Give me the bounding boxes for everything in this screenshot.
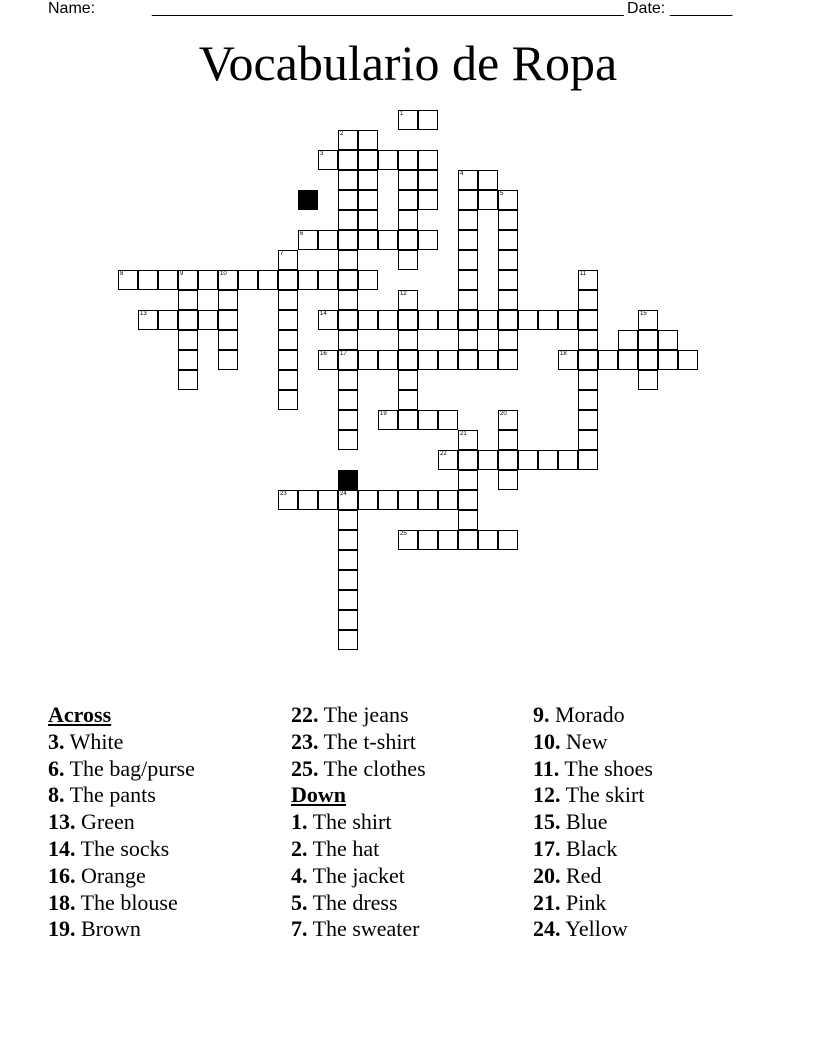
grid-cell[interactable] [478,350,498,370]
name-line: _____________________________________________________ [152,0,624,17]
clue-number: 4 [460,171,464,177]
grid-cell[interactable] [338,250,358,270]
clue-down-11: 11. The shoes [533,755,653,781]
grid-cell[interactable] [338,270,358,290]
grid-cell[interactable] [418,490,438,510]
grid-cell[interactable] [398,530,418,550]
grid-cell[interactable] [278,290,298,310]
grid-cell[interactable] [398,410,418,430]
clue-down-10: 10. New [533,728,608,754]
grid-cell[interactable] [398,330,418,350]
grid-cell[interactable] [338,290,358,310]
grid-cell[interactable] [318,490,338,510]
grid-cell[interactable] [238,270,258,290]
clue-across-19: 19. Brown [48,916,141,942]
grid-cell[interactable] [338,570,358,590]
grid-cell[interactable] [358,130,378,150]
grid-cell[interactable] [338,170,358,190]
grid-cell[interactable] [518,310,538,330]
page-title: Vocabulario de Ropa [198,35,618,91]
grid-cell[interactable] [158,310,178,330]
grid-cell[interactable] [138,270,158,290]
clue-number: 19 [380,411,387,417]
clue-number: 3 [320,151,324,157]
clue-across-8: 8. The pants [48,782,156,808]
clue-down-24: 24. Yellow [533,916,628,942]
clue-across-18: 18. The blouse [48,889,178,915]
grid-cell[interactable] [418,110,438,130]
grid-cell[interactable] [338,150,358,170]
grid-cell[interactable] [418,230,438,250]
clue-across-13: 13. Green [48,809,135,835]
grid-cell[interactable] [578,370,598,390]
grid-cell[interactable] [338,530,358,550]
grid-cell[interactable] [358,230,378,250]
grid-cell[interactable] [398,250,418,270]
clue-number: 21 [460,431,467,437]
grid-cell[interactable] [258,270,278,290]
grid-cell[interactable] [458,350,478,370]
grid-cell[interactable] [638,310,658,330]
grid-cell[interactable] [178,330,198,350]
grid-cell[interactable] [338,390,358,410]
grid-cell[interactable] [478,170,498,190]
clues-column-3 [533,702,773,943]
grid-cell[interactable] [438,310,458,330]
grid-cell[interactable] [478,450,498,470]
clue-number: 10 [220,271,227,277]
grid-cell[interactable] [418,350,438,370]
clue-number: 8 [120,271,124,277]
grid-cell[interactable] [638,350,658,370]
grid-cell[interactable] [458,510,478,530]
grid-cell[interactable] [118,270,138,290]
grid-cell[interactable] [458,250,478,270]
grid-cell[interactable] [278,270,298,290]
grid-cell[interactable] [498,290,518,310]
grid-cell[interactable] [358,170,378,190]
grid-cell[interactable] [178,370,198,390]
grid-cell[interactable] [418,530,438,550]
grid-cell[interactable] [278,250,298,270]
grid-cell[interactable] [498,270,518,290]
clue-down-2: 2. The hat [291,835,380,861]
grid-cell[interactable] [478,530,498,550]
clue-across-16: 16. Orange [48,862,146,888]
grid-cell[interactable] [678,350,698,370]
name-label: Name: [48,0,96,17]
grid-cell[interactable] [418,310,438,330]
clue-down-4: 4. The jacket [291,862,405,888]
grid-cell[interactable] [498,530,518,550]
grid-cell[interactable] [438,530,458,550]
grid-cell[interactable] [358,210,378,230]
grid-cell[interactable] [338,210,358,230]
grid-cell[interactable] [218,310,238,330]
clues-section [48,702,768,962]
clue-across-23: 23. The t-shirt [291,728,416,754]
grid-cell[interactable] [358,350,378,370]
grid-cell[interactable] [398,350,418,370]
black-cell [298,190,318,210]
grid-cell[interactable] [538,450,558,470]
grid-cell[interactable] [458,270,478,290]
grid-cell[interactable] [158,270,178,290]
grid-cell[interactable] [478,190,498,210]
grid-cell[interactable] [398,110,418,130]
grid-cell[interactable] [378,490,398,510]
grid-cell[interactable] [278,330,298,350]
grid-cell[interactable] [338,230,358,250]
grid-cell[interactable] [518,450,538,470]
clue-across-3: 3. White [48,728,124,754]
grid-cell[interactable] [578,450,598,470]
clues-column-2 [291,702,531,943]
grid-cell[interactable] [558,450,578,470]
grid-cell[interactable] [198,310,218,330]
grid-cell[interactable] [578,390,598,410]
grid-cell[interactable] [318,230,338,250]
grid-cell[interactable] [658,330,678,350]
grid-cell[interactable] [318,310,338,330]
grid-cell[interactable] [578,310,598,330]
grid-cell[interactable] [558,310,578,330]
grid-cell[interactable] [458,290,478,310]
grid-cell[interactable] [338,550,358,570]
clue-number: 1 [400,111,404,117]
clue-across-14: 14. The socks [48,835,170,861]
grid-cell[interactable] [338,330,358,350]
grid-cell[interactable] [278,370,298,390]
grid-cell[interactable] [498,230,518,250]
grid-cell[interactable] [498,450,518,470]
clue-down-9: 9. Morado [533,702,625,727]
grid-cell[interactable] [578,270,598,290]
grid-cell[interactable] [278,390,298,410]
grid-cell[interactable] [498,310,518,330]
grid-cell[interactable] [658,350,678,370]
grid-cell[interactable] [398,170,418,190]
grid-cell[interactable] [218,290,238,310]
clue-number: 24 [340,491,347,497]
grid-cell[interactable] [278,490,298,510]
grid-cell[interactable] [618,350,638,370]
grid-cell[interactable] [218,270,238,290]
grid-cell[interactable] [458,170,478,190]
grid-cell[interactable] [398,230,418,250]
grid-cell[interactable] [198,270,218,290]
grid-cell[interactable] [218,350,238,370]
clue-number: 6 [300,231,304,237]
grid-cell[interactable] [338,430,358,450]
clue-number: 20 [500,411,507,417]
grid-cell[interactable] [458,210,478,230]
grid-cell[interactable] [278,310,298,330]
grid-cell[interactable] [398,310,418,330]
grid-cell[interactable] [398,370,418,390]
grid-cell[interactable] [338,130,358,150]
date-line: _______ [670,0,733,17]
grid-cell[interactable] [358,190,378,210]
grid-cell[interactable] [398,210,418,230]
grid-cell[interactable] [438,350,458,370]
grid-cell[interactable] [358,270,378,290]
grid-cell[interactable] [578,290,598,310]
grid-cell[interactable] [458,310,478,330]
grid-cell[interactable] [458,530,478,550]
grid-cell[interactable] [578,350,598,370]
grid-cell[interactable] [498,470,518,490]
clue-down-17: 17. Black [533,835,618,861]
grid-cell[interactable] [378,310,398,330]
grid-cell[interactable] [338,350,358,370]
clue-number: 14 [320,311,327,317]
grid-cell[interactable] [458,330,478,350]
grid-cell[interactable] [338,410,358,430]
grid-cell[interactable] [338,190,358,210]
clue-across-22: 22. The jeans [291,702,409,727]
grid-cell[interactable] [498,250,518,270]
grid-cell[interactable] [178,310,198,330]
grid-cell[interactable] [418,150,438,170]
clue-number: 18 [560,351,567,357]
grid-cell[interactable] [398,150,418,170]
date-label: Date: [627,0,666,17]
grid-cell[interactable] [438,490,458,510]
grid-cell[interactable] [498,190,518,210]
grid-cell[interactable] [398,190,418,210]
grid-cell[interactable] [398,390,418,410]
grid-cell[interactable] [398,490,418,510]
clue-down-20: 20. Red [533,862,602,888]
clue-down-7: 7. The sweater [291,916,420,942]
clue-number: 25 [400,531,407,537]
clue-number: 15 [640,311,647,317]
black-cell [338,470,358,490]
grid-cell[interactable] [638,370,658,390]
clue-down-12: 12. The skirt [533,782,645,808]
grid-cell[interactable] [458,230,478,250]
grid-cell[interactable] [378,410,398,430]
down-heading: Down [291,782,347,808]
grid-cell[interactable] [178,270,198,290]
grid-cell[interactable] [578,410,598,430]
grid-cell[interactable] [418,190,438,210]
grid-cell[interactable] [458,450,478,470]
clue-across-25: 25. The clothes [291,755,426,781]
clue-number: 11 [580,271,587,277]
clue-number: 16 [320,351,327,357]
grid-cell[interactable] [178,350,198,370]
grid-cell[interactable] [338,310,358,330]
grid-cell[interactable] [138,310,158,330]
grid-cell[interactable] [538,310,558,330]
clue-number: 9 [180,271,184,277]
grid-cell[interactable] [598,350,618,370]
grid-cell[interactable] [218,330,238,350]
grid-cell[interactable] [498,210,518,230]
grid-cell[interactable] [458,470,478,490]
clue-number: 17 [340,351,347,357]
grid-cell[interactable] [318,150,338,170]
grid-cell[interactable] [298,270,318,290]
grid-cell[interactable] [378,150,398,170]
grid-cell[interactable] [178,290,198,310]
grid-cell[interactable] [338,490,358,510]
grid-cell[interactable] [358,310,378,330]
grid-cell[interactable] [278,350,298,370]
grid-cell[interactable] [438,410,458,430]
grid-cell[interactable] [338,510,358,530]
grid-cell[interactable] [338,610,358,630]
grid-cell[interactable] [318,270,338,290]
clues-column-1 [48,702,288,943]
clue-down-15: 15. Blue [533,809,608,835]
grid-cell[interactable] [558,350,578,370]
clue-number: 12 [400,291,407,297]
clue-number: 22 [440,451,447,457]
grid-cell[interactable] [638,330,658,350]
clue-down-5: 5. The dress [291,889,398,915]
grid-cell[interactable] [458,430,478,450]
grid-cell[interactable] [438,450,458,470]
clue-number: 13 [140,311,147,317]
grid-cell[interactable] [418,170,438,190]
grid-cell[interactable] [378,350,398,370]
clue-down-21: 21. Pink [533,889,607,915]
grid-cell[interactable] [578,330,598,350]
across-heading: Across [48,702,112,727]
grid-cell[interactable] [338,590,358,610]
clue-number: 23 [280,491,287,497]
clue-number: 7 [280,251,284,257]
grid-cell[interactable] [498,330,518,350]
grid-cell[interactable] [478,310,498,330]
grid-cell[interactable] [398,290,418,310]
grid-cell[interactable] [298,230,318,250]
clue-number: 2 [340,131,344,137]
grid-cell[interactable] [338,630,358,650]
grid-cell[interactable] [298,490,318,510]
grid-cell[interactable] [498,350,518,370]
grid-cell[interactable] [618,330,638,350]
grid-cell[interactable] [418,410,438,430]
grid-cell[interactable] [458,490,478,510]
grid-cell[interactable] [578,430,598,450]
grid-cell[interactable] [498,430,518,450]
clue-number: 5 [500,191,504,197]
clue-across-6: 6. The bag/purse [48,755,195,781]
grid-cell[interactable] [338,370,358,390]
grid-cell[interactable] [498,410,518,430]
clue-down-1: 1. The shirt [291,809,392,835]
grid-cell[interactable] [378,230,398,250]
grid-cell[interactable] [458,190,478,210]
grid-cell[interactable] [358,490,378,510]
grid-cell[interactable] [358,150,378,170]
grid-cell[interactable] [318,350,338,370]
